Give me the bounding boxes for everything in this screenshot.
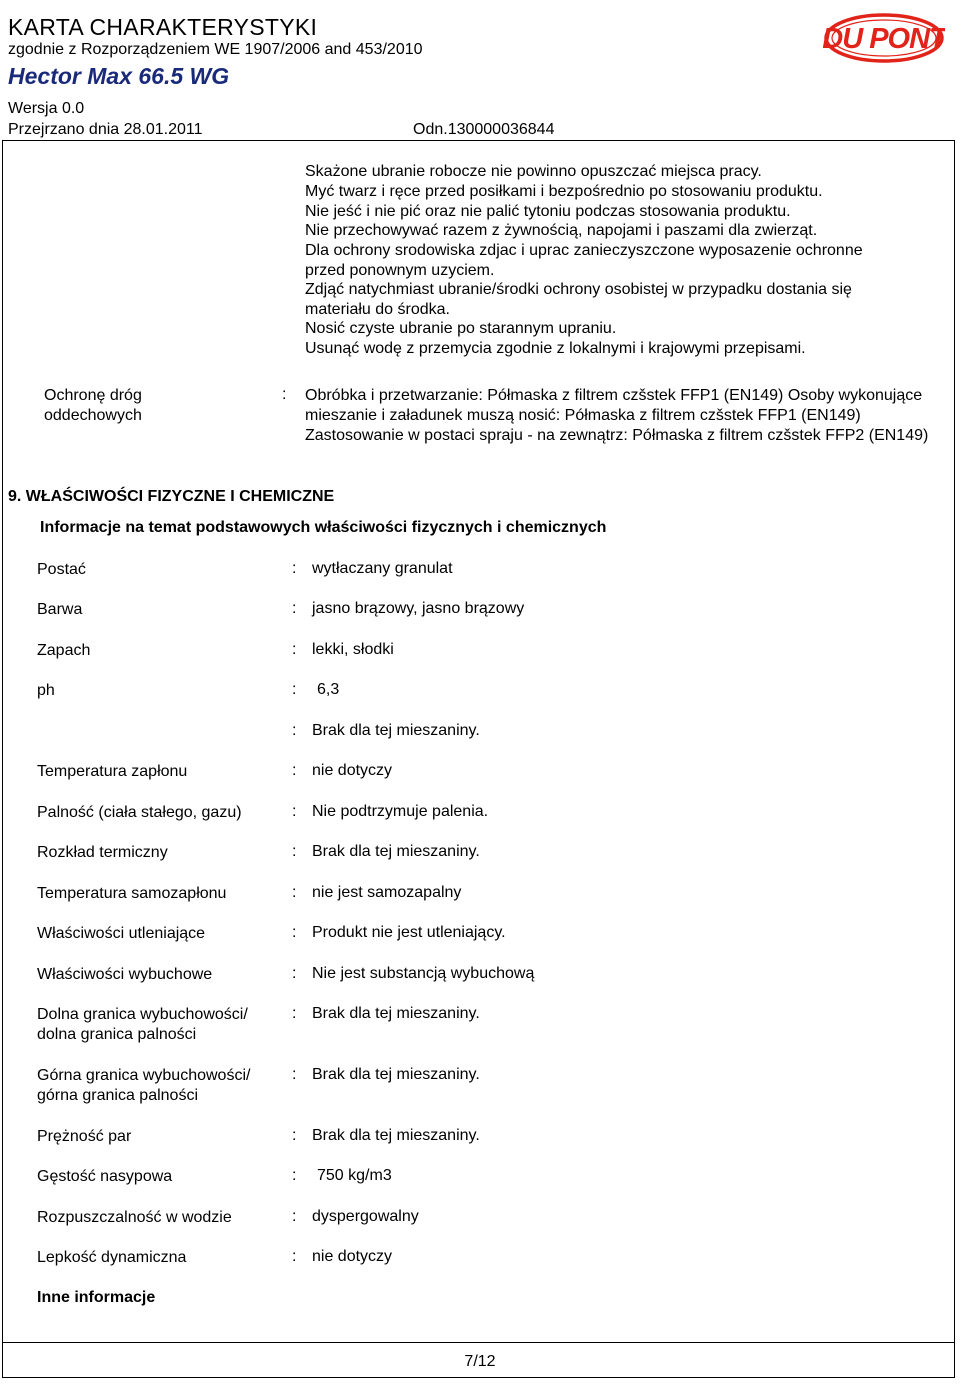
property-value: Brak dla tej mieszaniny. [312, 1005, 480, 1022]
property-colon: : [292, 1005, 297, 1022]
property-value: jasno brązowy, jasno brązowy [312, 600, 525, 617]
section-9-title: 9. WŁAŚCIWOŚCI FIZYCZNE I CHEMICZNE [8, 488, 335, 505]
property-label: Dolna granica wybuchowości/ dolna granica palności [37, 1006, 248, 1043]
property-colon: : [292, 762, 297, 779]
property-colon: : [292, 681, 297, 698]
document-title: KARTA CHARAKTERYSTYKI [8, 14, 318, 40]
version-line: Wersja 0.0 [8, 100, 85, 117]
product-name: Hector Max 66.5 WG [8, 63, 230, 89]
hygiene-line: Nie jeść i nie pić oraz nie palić tytoniu podczas stosowania produktu. [305, 203, 791, 220]
property-label: Postać [37, 561, 86, 578]
property-value: lekki, słodki [312, 641, 394, 658]
regulation-line: zgodnie z Rozporządzeniem WE 1907/2006 and 453/2010 [8, 41, 423, 58]
property-colon: : [292, 965, 297, 982]
property-colon: : [292, 600, 297, 617]
hygiene-line: Nie przechowywać razem z żywnością, napojami i paszami dla zwierząt. [305, 222, 818, 239]
property-colon: : [292, 803, 297, 820]
property-value: Brak dla tej mieszaniny. [312, 1127, 480, 1144]
other-information-heading: Inne informacje [37, 1289, 156, 1306]
respiratory-colon: : [282, 386, 287, 403]
revised-date: Przejrzano dnia 28.01.2011 [8, 121, 203, 138]
property-label: Temperatura zapłonu [37, 763, 188, 780]
dupont-logo [823, 12, 945, 69]
property-colon: : [292, 884, 297, 901]
hygiene-line: materiału do środka. [305, 301, 450, 318]
property-colon: : [292, 1208, 297, 1225]
footer-divider [2, 1342, 955, 1343]
property-label: ph [37, 682, 55, 699]
property-label: Temperatura samozapłonu [37, 885, 227, 902]
hygiene-line: Zdjąć natychmiast ubranie/środki ochrony osobistej w przypadku dostania się [305, 281, 852, 298]
property-label: Górna granica wybuchowości/ górna granica palności [37, 1067, 251, 1104]
property-label: Barwa [37, 601, 83, 618]
property-value: Brak dla tej mieszaniny. [312, 1066, 480, 1083]
property-colon: : [292, 843, 297, 860]
property-value: nie dotyczy [312, 762, 393, 779]
section-9-subtitle: Informacje na temat podstawowych właściwości fizycznych i chemicznych [40, 519, 607, 536]
hygiene-line: Myć twarz i ręce przed posiłkami i bezpośrednio po stosowaniu produktu. [305, 183, 823, 200]
property-value: Brak dla tej mieszaniny. [312, 843, 480, 860]
hygiene-line: Usunąć wodę z przemycia zgodnie z lokalnymi i krajowymi przepisami. [305, 340, 806, 357]
property-value: Brak dla tej mieszaniny. [312, 722, 480, 739]
property-value: 6,3 [317, 681, 340, 698]
property-label: Zapach [37, 642, 91, 659]
property-label: Lepkość dynamiczna [37, 1249, 187, 1266]
property-colon: : [292, 1127, 297, 1144]
property-value: Produkt nie jest utleniający. [312, 924, 506, 941]
property-label: Rozpuszczalność w wodzie [37, 1209, 232, 1226]
property-label: Właściwości wybuchowe [37, 966, 213, 983]
respiratory-protection-label: Ochronę dróg oddechowych [44, 387, 142, 424]
property-value: Nie jest substancją wybuchową [312, 965, 535, 982]
property-label: Rozkład termiczny [37, 844, 168, 861]
property-colon: : [292, 560, 297, 577]
property-colon: : [292, 641, 297, 658]
property-value: 750 kg/m3 [317, 1167, 392, 1184]
page-number: 7/12 [464, 1353, 496, 1370]
property-colon: : [292, 1066, 297, 1083]
property-value: Nie podtrzymuje palenia. [312, 803, 489, 820]
property-colon: : [292, 1248, 297, 1265]
property-value: nie dotyczy [312, 1248, 393, 1265]
property-value: nie jest samozapalny [312, 884, 462, 901]
hygiene-line: Skażone ubranie robocze nie powinno opuszczać miejsca pracy. [305, 163, 762, 180]
property-label: Palność (ciała stałego, gazu) [37, 804, 242, 821]
property-colon: : [292, 924, 297, 941]
property-colon: : [292, 1167, 297, 1184]
dupont-logo-icon [823, 12, 945, 64]
property-label: Prężność par [37, 1128, 132, 1145]
reference-number: Odn.130000036844 [413, 121, 555, 138]
logo-text: DU PONT [823, 23, 945, 55]
property-label: Gęstość nasypowa [37, 1168, 173, 1185]
hygiene-line: Nosić czyste ubranie po starannym upraniu. [305, 320, 617, 337]
hygiene-line: Dla ochrony srodowiska zdjac i uprac zanieczyszczone wyposazenie ochronne [305, 242, 863, 259]
property-value: dyspergowalny [312, 1208, 419, 1225]
property-colon: : [292, 722, 297, 739]
property-value: wytłaczany granulat [312, 560, 453, 577]
respiratory-protection-value: Obróbka i przetwarzanie: Półmaska z filtrem czšstek FFP1 (EN149) Osoby wykonujące mieszanie i załadunek muszą nosić: Półmaska z filtrem czšstek FFP1 (EN149) Zastosowanie w postaci spraju - na zewnątrz: Półmaska z filtrem czšstek FFP2 (EN149) [305, 387, 929, 444]
hygiene-line: przed ponownym uzyciem. [305, 262, 495, 279]
property-label: Właściwości utleniające [37, 925, 206, 942]
